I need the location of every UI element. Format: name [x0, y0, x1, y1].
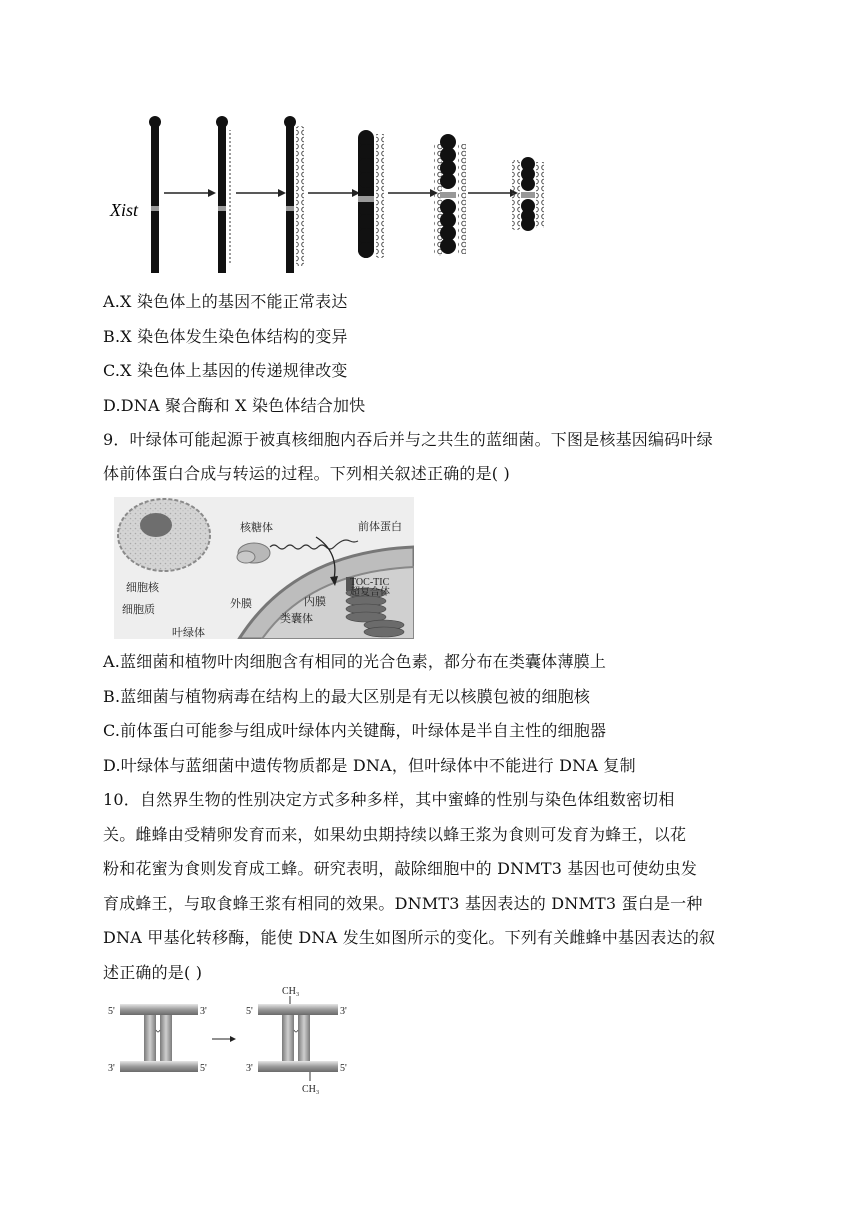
label-outer-membrane: 外膜: [230, 597, 252, 610]
chromosome-stage-1: [149, 116, 161, 273]
label-precursor-protein: 前体蛋白: [358, 520, 402, 533]
xist-gene-label: Xist: [110, 200, 139, 220]
dna-methylated: [246, 986, 347, 1095]
q10-stem-line-4: 育成蜂王，与取食蜂王浆有相同的效果。DNMT3 基因表达的 DNMT3 蛋白是一种: [103, 894, 703, 913]
ribosome-icon: [237, 543, 270, 563]
q9-option-c: C.前体蛋白可能参与组成叶绿体内关键酶，叶绿体是半自主性的细胞器: [103, 721, 607, 740]
q9-option-d: D.叶绿体与蓝细菌中遗传物质都是 DNA，但叶绿体中不能进行 DNA 复制: [103, 756, 636, 775]
label-cytoplasm: 细胞质: [122, 603, 155, 616]
chromosome-stage-5: [434, 134, 466, 256]
arrow-icon: [236, 189, 286, 197]
label-3-prime: 3': [246, 1063, 253, 1074]
label-5-prime: 5': [246, 1006, 253, 1017]
q9-stem-line-1: 9．叶绿体可能起源于被真核细胞内吞后并与之共生的蓝细菌。下图是核基因编码叶绿: [103, 430, 713, 449]
label-methyl-top: CH₃: [282, 986, 300, 997]
q8-option-c: C.X 染色体上基因的传递规律改变: [103, 361, 348, 380]
q10-stem-line-3: 粉和花蜜为食则发育成工蜂。研究表明，敲除细胞中的 DNMT3 基因也可使幼虫发: [103, 859, 698, 878]
label-3-prime: 3': [340, 1006, 347, 1017]
label-3-prime: 3': [200, 1006, 207, 1017]
label-3-prime: 3': [108, 1063, 115, 1074]
chromosome-stage-3: [284, 116, 304, 273]
q9-stem-line-2: 体前体蛋白合成与转运的过程。下列相关叙述正确的是( ): [103, 464, 510, 483]
arrow-icon: [308, 189, 360, 197]
label-thylakoid: 类囊体: [280, 612, 313, 625]
dna-unmethylated: [108, 1004, 207, 1074]
label-ribosome: 核糖体: [240, 521, 273, 534]
label-chloroplast: 叶绿体: [172, 626, 205, 639]
dna-methylation-figure: [104, 984, 364, 1096]
xist-chromosome-figure: [100, 108, 560, 278]
nucleus-shape: [118, 499, 210, 571]
label-inner-membrane: 内膜: [304, 595, 326, 608]
q9-option-b: B.蓝细菌与植物病毒在结构上的最大区别是有无以核膜包被的细胞核: [103, 687, 591, 706]
q10-stem-line-6: 述正确的是( ): [103, 963, 203, 982]
arrow-icon: [468, 189, 518, 197]
q8-option-a: A.X 染色体上的基因不能正常表达: [103, 292, 348, 311]
q10-stem-line-5: DNA 甲基化转移酶，能使 DNA 发生如图所示的变化。下列有关雌蜂中基因表达的叙: [103, 928, 716, 947]
label-nucleus: 细胞核: [126, 581, 159, 594]
q10-stem-line-2: 关。雌蜂由受精卵发育而来，如果幼虫期持续以蜂王浆为食则可发育为蜂王，以花: [103, 825, 687, 844]
label-complex-line-2: 超复合体: [350, 587, 390, 598]
label-complex-line-1: TOC-TIC: [350, 577, 390, 588]
q9-option-a: A.蓝细菌和植物叶肉细胞含有相同的光合色素，都分布在类囊体薄膜上: [103, 652, 607, 671]
label-5-prime: 5': [108, 1006, 115, 1017]
q8-option-d: D.DNA 聚合酶和 X 染色体结合加快: [103, 396, 366, 415]
label-methyl-bottom: CH₃: [302, 1084, 320, 1095]
chromosome-stage-2: [216, 116, 232, 273]
arrow-icon: [388, 189, 438, 197]
arrow-icon: [212, 1036, 236, 1042]
chromosome-stage-4: [358, 130, 384, 258]
label-5-prime: 5': [340, 1063, 347, 1074]
arrow-icon: [164, 189, 216, 197]
chloroplast-protein-transport-figure: [114, 497, 414, 639]
label-5-prime: 5': [200, 1063, 207, 1074]
chromosome-stage-6: [512, 157, 544, 231]
q10-stem-line-1: 10．自然界生物的性别决定方式多种多样，其中蜜蜂的性别与染色体组数密切相: [103, 790, 675, 809]
q8-option-b: B.X 染色体发生染色体结构的变异: [103, 327, 348, 346]
